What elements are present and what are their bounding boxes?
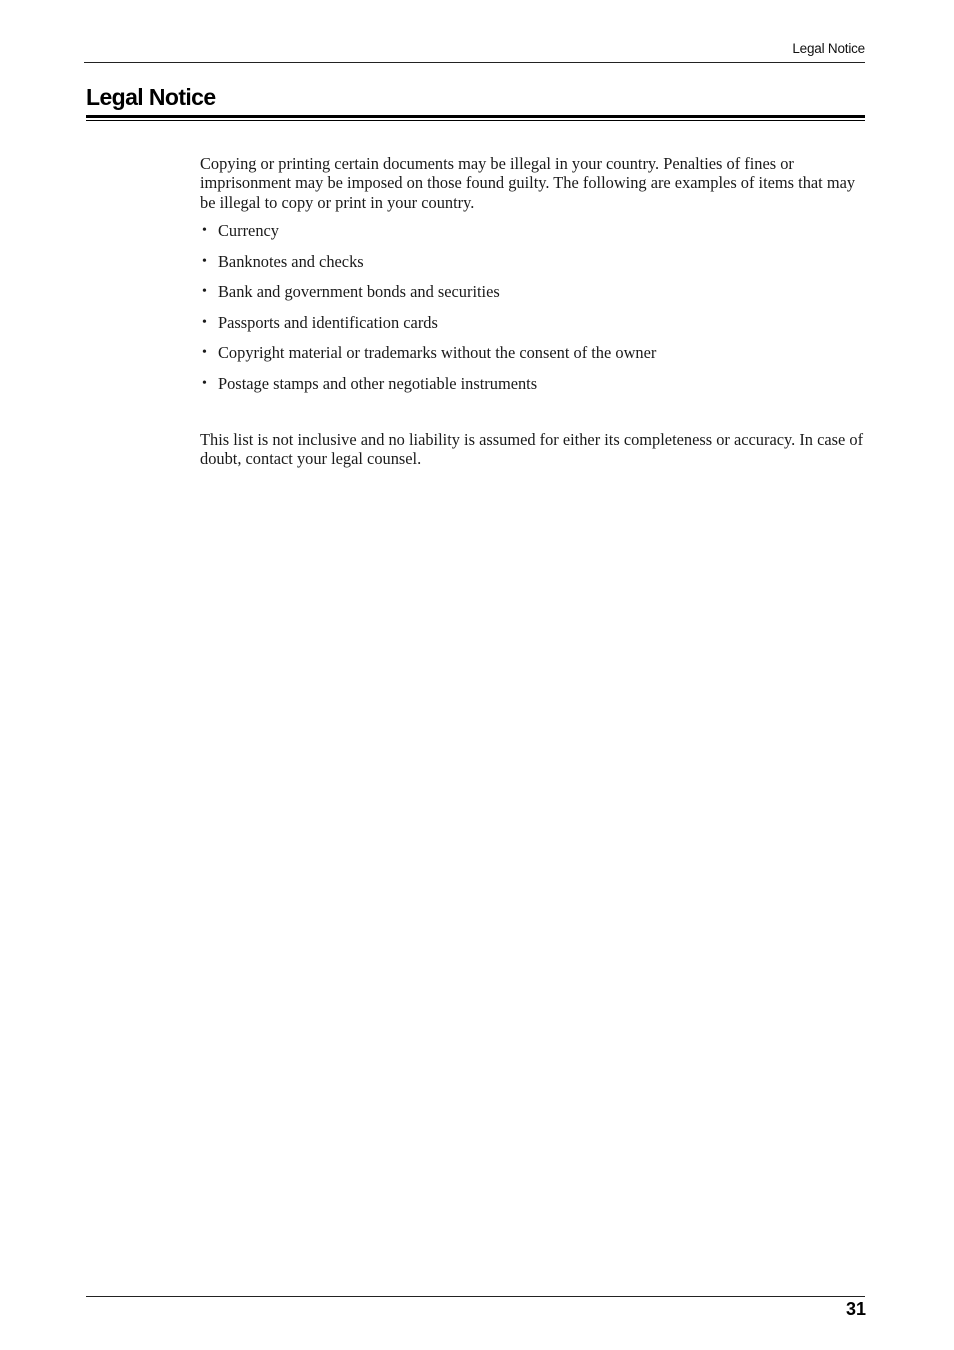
- intro-paragraph: Copying or printing certain documents may be illegal in your country. Penalties of fines or imprisonment may be imposed on those found guilty. The following are examples of items that may be illegal to copy or print in your country.: [200, 154, 856, 212]
- page-number: 31: [845, 1299, 866, 1319]
- page-title: Legal Notice: [86, 84, 216, 110]
- footer-divider: [86, 1296, 865, 1297]
- list-item-text: Currency: [218, 221, 279, 240]
- bullet-icon: •: [202, 253, 207, 269]
- bullet-icon: •: [202, 314, 207, 330]
- list-item: [200, 374, 656, 405]
- list-item: [200, 252, 656, 283]
- list-item-text: Banknotes and checks: [218, 251, 364, 271]
- title-underline-thick: [86, 115, 865, 118]
- bullet-icon: •: [202, 375, 207, 391]
- list-item-text: Copyright material or trademarks without the consent of the owner: [218, 343, 657, 362]
- bullet-icon: •: [202, 345, 207, 360]
- title-underline-thin: [86, 120, 865, 121]
- list-item: [200, 313, 656, 344]
- bullet-icon: •: [202, 284, 207, 299]
- prohibited-items-list: [200, 221, 656, 404]
- list-item: [200, 282, 656, 313]
- list-item-text: Postage stamps and other negotiable instruments: [218, 373, 538, 393]
- list-item-text: Bank and government bonds and securities: [218, 282, 500, 301]
- header-divider: [84, 62, 865, 63]
- running-header-title: Legal Notice: [792, 41, 865, 56]
- list-item: [200, 221, 656, 252]
- list-item: [200, 343, 656, 374]
- closing-paragraph: This list is not inclusive and no liability is assumed for either its completeness or accuracy. In case of doubt, contact your legal counsel.: [200, 430, 864, 469]
- list-item-text: Passports and identification cards: [218, 312, 438, 332]
- bullet-icon: •: [202, 223, 207, 238]
